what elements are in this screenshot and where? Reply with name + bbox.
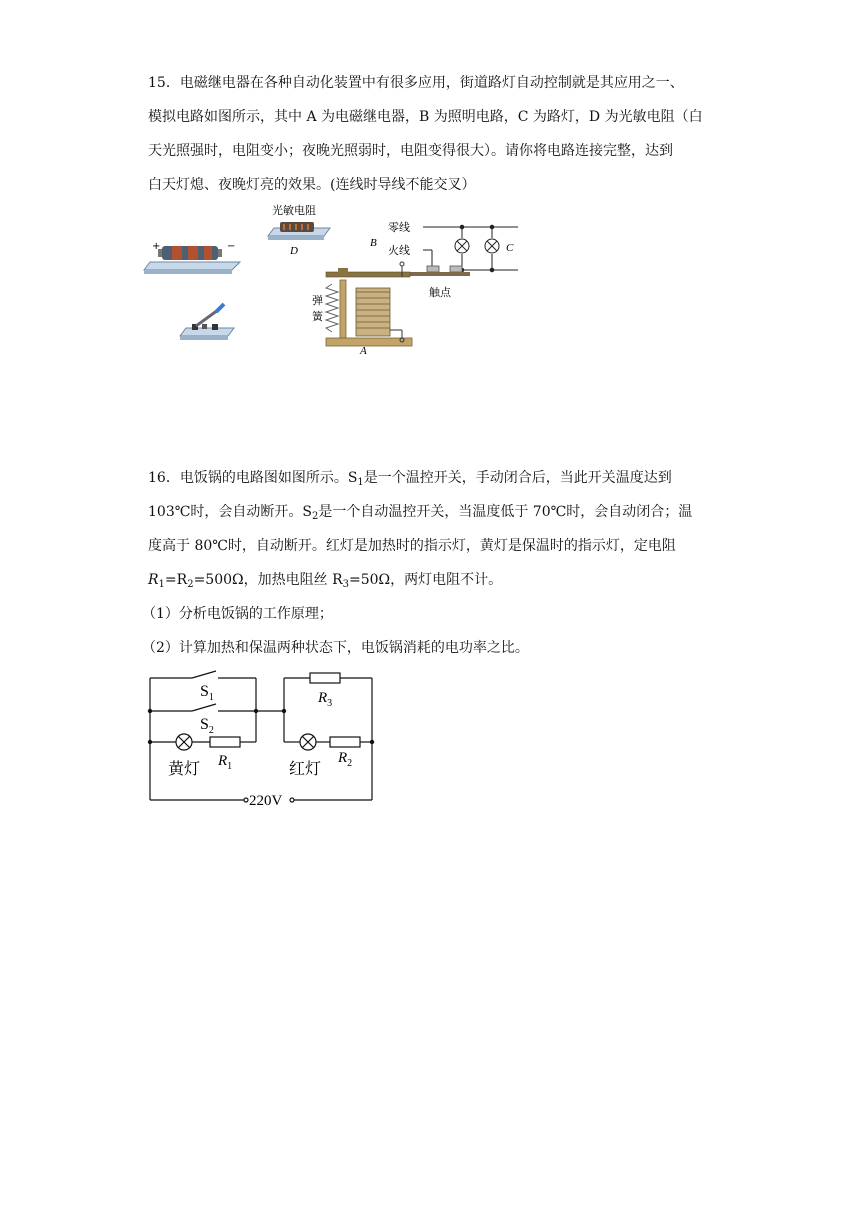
q16-part-2: （2）计算加热和保温两种状态下，电饭锅消耗的电功率之比。	[142, 640, 529, 656]
label-D: D	[290, 245, 298, 257]
q16-mid: =500Ω，加热电阻丝 R	[193, 572, 343, 588]
q16-end: =50Ω，两灯电阻不计。	[349, 572, 503, 588]
q16-r1-sub: 1	[158, 579, 165, 590]
label-A: A	[360, 345, 367, 357]
yellow-lamp-label: 黄灯	[168, 759, 201, 778]
q16-line-3: 度高于 80℃时，自动断开。红灯是加热时的指示灯，黄灯是保温时的指示灯，定电阻	[148, 538, 676, 554]
battery-minus-label: −	[227, 241, 236, 252]
relay-contacts	[408, 266, 470, 299]
q16-r2-sub: 2	[187, 579, 194, 590]
spring-label-1: 弹	[312, 294, 323, 307]
relay-A	[312, 262, 412, 357]
photoresistor-label: 光敏电阻	[272, 204, 316, 217]
battery-device	[144, 241, 240, 274]
q16-line-4	[148, 563, 718, 597]
q16-line-2-text: 103℃时，会自动断开。S	[148, 504, 312, 520]
q16-line-2	[148, 495, 718, 529]
r1-label: $R_1$	[218, 753, 233, 772]
q16-line-2-rest: 是一个自动温控开关，当温度低于 70℃时，会自动闭合；温	[318, 504, 693, 520]
q16-line-2-sub: 2	[311, 511, 319, 522]
q16-line-1-rest: 是一个温控开关，手动闭合后，当此开关温度达到	[363, 470, 672, 486]
s2-label: $S_2$	[200, 716, 214, 736]
q15-line-3: 天光照强时，电阻变小；夜晚光照弱时，电阻变得很大）。请你将电路连接完整，达到	[148, 143, 673, 159]
q15-line-2: 模拟电路如图所示，其中 A 为电磁继电器，B 为照明电路，C 为路灯，D 为光敏电阻（白	[148, 109, 703, 125]
rice-cooker-circuit	[140, 668, 390, 808]
photoresistor-D	[268, 203, 330, 257]
knife-switch	[180, 304, 234, 340]
neutral-wire-label: 零线	[388, 221, 410, 234]
q16-line-1-sub: 1	[357, 477, 364, 488]
question-16	[142, 461, 718, 665]
voltage-label: 220V	[249, 793, 283, 808]
q16-line-1-text: 16．电饭锅的电路图如图所示。S	[148, 470, 358, 486]
label-C: C	[506, 242, 514, 254]
contact-label: 触点	[429, 286, 451, 299]
q15-line-1: 15．电磁继电器在各种自动化装置中有很多应用，街道路灯自动控制就是其应用之一、	[148, 75, 684, 91]
q16-r3-sub: 3	[342, 579, 350, 590]
s1-label: $S_1$	[200, 683, 214, 703]
label-B: B	[370, 237, 377, 249]
q16-part-1: （1）分析电饭锅的工作原理；	[142, 606, 333, 622]
q16-line-1	[148, 461, 718, 495]
question-15	[148, 66, 718, 202]
q15-line-4: 白天灯熄、夜晚灯亮的效果。(连线时导线不能交叉）	[148, 177, 476, 193]
r3-label: $R_3$	[318, 690, 333, 709]
q15-figure	[140, 200, 540, 365]
q16-eq: =R	[164, 572, 188, 588]
live-wire-label: 火线	[388, 244, 410, 257]
battery-plus-label: +	[152, 241, 161, 252]
spring-label-2: 簧	[312, 310, 323, 323]
red-lamp-label: 红灯	[289, 759, 322, 778]
q16-r1-symbol: R	[148, 572, 159, 588]
r2-label: $R_2$	[338, 750, 353, 769]
lighting-circuit-B	[423, 225, 518, 272]
